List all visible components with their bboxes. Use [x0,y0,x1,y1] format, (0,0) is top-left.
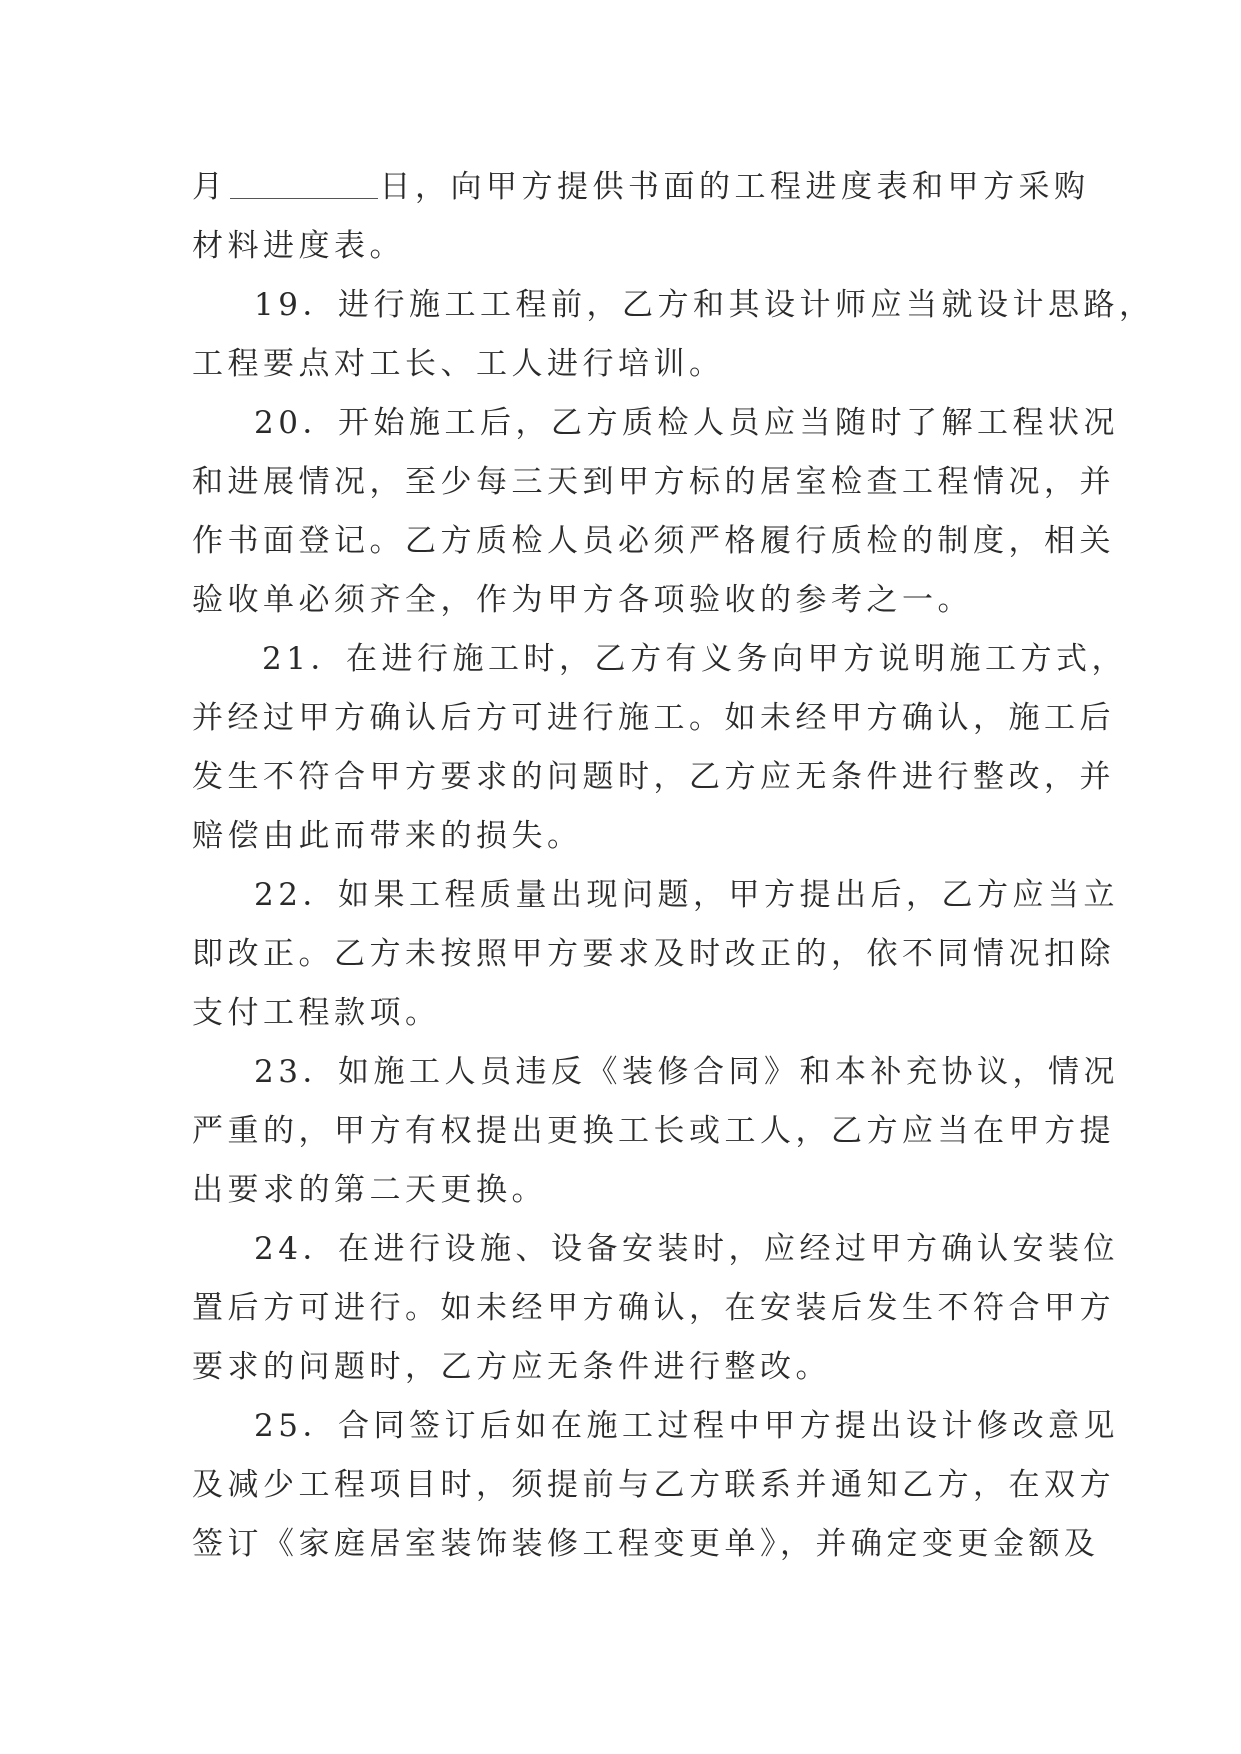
text-line: 签订《家庭居室装饰装修工程变更单》，并确定变更金额及 [192,1526,1100,1562]
paragraph-19 [192,276,1155,394]
text-fragment: 日，向甲方提供书面的工程进度表和甲方采购 [379,169,1090,205]
text-line: 作书面登记。乙方质检人员必须严格履行质检的制度，相关 [192,523,1115,559]
text-line: 20．开始施工后，乙方质检人员应当随时了解工程状况 [254,405,1119,441]
text-line: 21．在进行施工时，乙方有义务向甲方说明施工方式， [262,641,1127,677]
text-line: 材料进度表。 [192,228,405,264]
text-fragment: 月 [192,169,228,205]
paragraph-18-continuation [192,158,1090,276]
text-line: 25．合同签订后如在施工过程中甲方提出设计修改意见 [254,1408,1119,1444]
text-line: 和进展情况，至少每三天到甲方标的居室检查工程情况，并 [192,464,1115,500]
text-line: 工程要点对工长、工人进行培训。 [192,346,725,382]
text-line: 发生不符合甲方要求的问题时，乙方应无条件进行整改，并 [192,759,1115,795]
paragraph-23 [192,1043,1119,1220]
text-line: 验收单必须齐全，作为甲方各项验收的参考之一。 [192,582,973,618]
text-line: 置后方可进行。如未经甲方确认，在安装后发生不符合甲方 [192,1290,1115,1326]
fill-in-blank [230,170,378,199]
text-line: 出要求的第二天更换。 [192,1172,547,1208]
paragraph-22 [192,866,1119,1043]
text-line: 赔偿由此而带来的损失。 [192,818,583,854]
text-line: 19．进行施工工程前，乙方和其设计师应当就设计思路， [254,287,1155,323]
paragraph-21 [192,630,1127,866]
text-line [192,158,1090,217]
text-line: 严重的，甲方有权提出更换工长或工人，乙方应当在甲方提 [192,1113,1115,1149]
text-line: 24．在进行设施、设备安装时，应经过甲方确认安装位 [254,1231,1119,1267]
text-line: 23．如施工人员违反《装修合同》和本补充协议，情况 [254,1054,1119,1090]
paragraph-24 [192,1220,1119,1397]
document-body [192,158,1155,1574]
text-line: 要求的问题时，乙方应无条件进行整改。 [192,1349,831,1385]
paragraph-20 [192,394,1119,630]
paragraph-25 [192,1397,1119,1574]
text-line: 及减少工程项目时，须提前与乙方联系并通知乙方，在双方 [192,1467,1115,1503]
text-line: 即改正。乙方未按照甲方要求及时改正的，依不同情况扣除 [192,936,1115,972]
text-line: 并经过甲方确认后方可进行施工。如未经甲方确认，施工后 [192,700,1115,736]
text-line: 22．如果工程质量出现问题，甲方提出后，乙方应当立 [254,877,1119,913]
text-line: 支付工程款项。 [192,995,441,1031]
